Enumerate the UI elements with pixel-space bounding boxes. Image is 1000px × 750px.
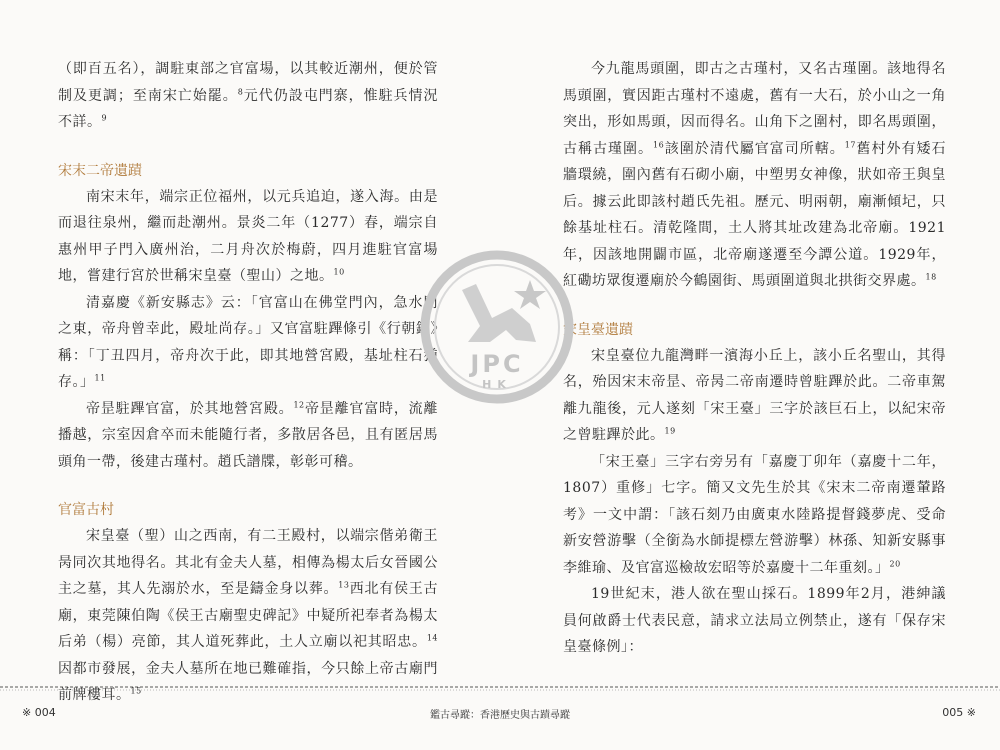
right-p2-text: 宋皇臺位九龍灣畔一濱海小丘上，該小丘名聖山，其得名，殆因宋末帝昰、帝昺二帝南遷時曾駐蹕於此。二帝車駕離九龍後，元人遂刻「宋王臺」三字於該巨石上，以紀宋帝之曾駐蹕於此。 <box>563 347 946 443</box>
logo-text: JPC <box>470 350 524 378</box>
right-p1c-text: 舊村外有矮石牆環繞，圍內舊有石砌小廟，中塑男女神像，狀如帝王與皇后。據云此即該村趙氏先祖。歷元、明兩朝，廟漸傾圮，只餘基址柱石。清乾隆間，土人將其址改建為北帝廟。1921年，因該地開闢市區，北帝廟遂遷至今譚公道。1929年，紅磡坊眾復遷廟於今鶴園街、馬頭圍道與北拱街交界處。 <box>563 140 947 289</box>
left-paragraph-2 <box>58 184 438 290</box>
section-heading-guanfu-village: 官富古村 <box>58 502 114 518</box>
footnote-ref: 11 <box>94 373 106 383</box>
footnote-ref: 20 <box>889 558 901 568</box>
left-page-column <box>58 56 438 709</box>
right-p1b-text: 該圍於清代屬官富司所轄。 <box>664 140 845 157</box>
section-heading-song-emperors: 宋末二帝遺蹟 <box>58 162 142 179</box>
left-p4a-text: 帝昰駐蹕官富，於其地營宮殿。 <box>86 400 294 417</box>
jpc-watermark-logo <box>420 250 575 405</box>
left-p5a-text: 宋皇臺（聖）山之西南，有二王殿村，以端宗偕弟衛王昺同次其地得名。其北有金夫人墓，相傳為楊太后女晉國公主之墓，其人先溺於水，至是鑄金身以葬。 <box>58 528 438 597</box>
book-title-footer: 鑑古尋蹤：香港歷史與古蹟尋蹤 <box>430 710 570 721</box>
footer-rule <box>0 686 1000 692</box>
footnote-ref: 9 <box>101 113 108 123</box>
right-paragraph-3 <box>563 449 946 582</box>
right-page-column <box>563 56 946 661</box>
right-paragraph-1 <box>563 56 946 295</box>
footnote-ref: 13 <box>338 580 350 590</box>
footnote-ref: 15 <box>130 686 142 696</box>
footnote-ref: 10 <box>333 267 345 277</box>
footnote-ref: 14 <box>426 633 438 643</box>
left-p5c-text: 因都市發展，金夫人墓所在地已難確指，今只餘上帝古廟門前牌樓耳。 <box>58 660 438 703</box>
left-p4b-text: 帝昰離官富時，流離播越，宗室因倉卒而未能隨行者，多散居各邑，且有匿居馬頭角一帶，後建古瑾村。趙氏譜牒，彰彰可稽。 <box>58 400 439 470</box>
footnote-ref: 8 <box>237 86 244 96</box>
page-number-right: 005 ※ <box>942 706 976 719</box>
footnote-ref: 17 <box>844 139 856 149</box>
right-paragraph-4 <box>563 581 946 661</box>
left-paragraph-5 <box>58 523 438 709</box>
footnote-ref: 18 <box>925 272 937 282</box>
right-p4-text: 19世紀末，港人欲在聖山採石。1899年2月，港紳議員何啟爵士代表民意，請求立法局立例禁止，遂有「保存宋皇臺條例」： <box>563 586 946 655</box>
right-p3-text: 「宋王臺」三字右旁另有「嘉慶丁卯年（嘉慶十二年，1807）重修」七字。簡又文先生於其《宋末二帝南遷輦路考》一文中謂：「該石刻乃由廣東水陸路提督錢夢虎、受命新安營游擊（全銜為水師提標左營游擊）林孫、知新安縣事李維瑜、及官富巡檢故宏昭等於嘉慶十二年重刻。」 <box>563 453 946 576</box>
left-p1-text: （即百五名），調駐東部之官富場，以其較近潮州，便於管制及更調；至南宋亡始罷。 <box>58 61 438 104</box>
left-paragraph-4 <box>58 396 438 476</box>
left-p1b-text: 元代仍設屯門寨，惟駐兵情況不詳。 <box>58 87 439 130</box>
left-p2-text: 南宋末年，端宗正位福州，以元兵追迫，遂入海。由是而退往泉州，繼而赴潮州。景炎二年（1277）春，端宗自惠州甲子門入廣州治，二月舟次於梅蔚，四月進駐官富場地，嘗建行宮於世稱宋皇臺（聖山）之地。 <box>58 188 438 284</box>
page-number-left: ※ 004 <box>22 706 56 719</box>
left-paragraph-3 <box>58 290 438 396</box>
footnote-ref: 12 <box>293 399 305 409</box>
left-paragraph-1 <box>58 56 438 136</box>
footnote-ref: 16 <box>653 139 665 149</box>
right-paragraph-2 <box>563 343 946 449</box>
section-heading-song-wong-toi: 宋皇臺遺蹟 <box>563 321 633 338</box>
right-p1a-text: 今九龍馬頭圍，即古之古瑾村，又名古瑾圍。該地得名馬頭圍，實因距古瑾村不遠處，舊有一大石，於小山之一角突出，形如馬頭，因而得名。山角下之圍村，即名馬頭圍，古稱古瑾圍。 <box>563 61 946 157</box>
logo-subtext: HK <box>482 378 512 391</box>
left-p5b-text: 西北有侯王古廟，東莞陳伯陶《侯王古廟聖史碑記》中疑所祀奉者為楊太后弟（楊）亮節，其人道死葬此，土人立廟以祀其昭忠。 <box>58 581 438 650</box>
footnote-ref: 19 <box>664 426 676 436</box>
left-p3-text: 清嘉慶《新安縣志》云：「官富山在佛堂門內，急水門之東，帝舟曾幸此，殿址尚存。」又官富駐蹕條引《行朝錄》稱：「丁丑四月，帝舟次于此，即其地營宮殿，基址柱石猶存。」 <box>58 294 438 390</box>
